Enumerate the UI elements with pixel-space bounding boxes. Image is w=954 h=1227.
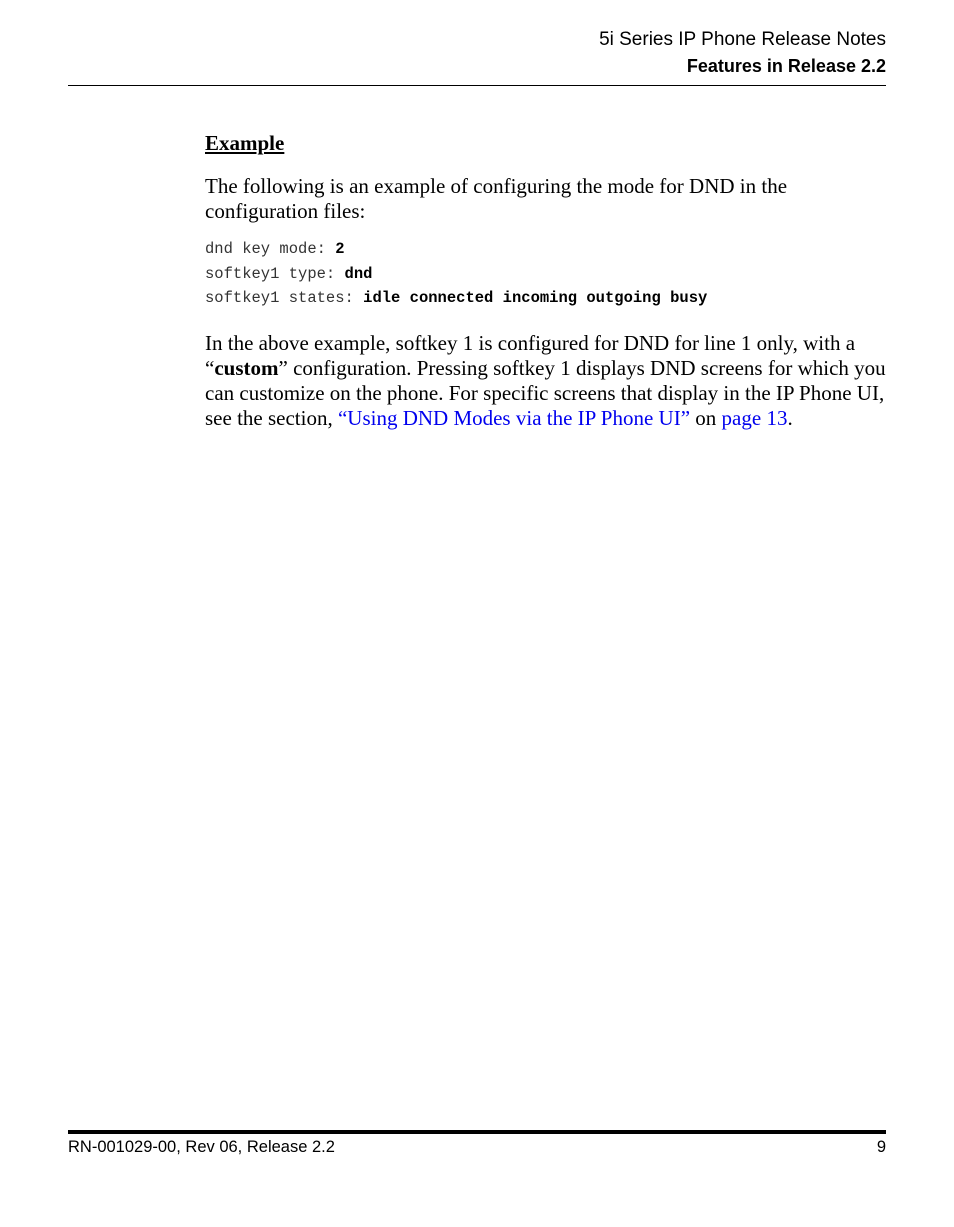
code-value: 2 — [335, 240, 345, 258]
custom-keyword: custom — [214, 355, 279, 380]
intro-paragraph: The following is an example of configuring the mode for DND in the configuration files: — [205, 174, 788, 223]
code-line — [205, 286, 886, 311]
explanation-paragraph — [205, 331, 886, 431]
code-line — [205, 262, 886, 287]
code-value: idle connected incoming outgoing busy — [363, 289, 708, 307]
document-title: 5i Series IP Phone Release Notes — [599, 29, 886, 50]
explanation-text: on — [690, 405, 722, 430]
document-id: RN-001029-00, Rev 06, Release 2.2 — [68, 1138, 335, 1156]
code-block — [205, 237, 886, 311]
page-reference-link[interactable]: page 13 — [721, 405, 788, 430]
explanation-text: . — [787, 405, 793, 430]
page-content — [205, 129, 886, 431]
example-heading: Example — [205, 131, 285, 155]
page-number: 9 — [876, 1138, 886, 1156]
explanation-text: ” configuration. Pressing softkey 1 displays DND screens for which you can customize on the phone. For specific screens that display in the IP Phone UI, see the section, — [205, 355, 886, 430]
code-key: softkey1 states: — [205, 289, 354, 307]
code-line — [205, 237, 886, 262]
section-title: Features in Release 2.2 — [686, 56, 886, 76]
section-cross-reference-link[interactable]: “Using DND Modes via the IP Phone UI” — [337, 405, 691, 430]
header-divider — [68, 85, 886, 86]
code-key: softkey1 type: — [205, 264, 336, 283]
footer-divider — [68, 1130, 886, 1134]
code-value: dnd — [344, 264, 373, 283]
code-key: dnd key mode: — [205, 240, 326, 258]
explanation-text: In the above example, softkey 1 is configured for DND for line 1 only, with a “ — [205, 330, 856, 380]
